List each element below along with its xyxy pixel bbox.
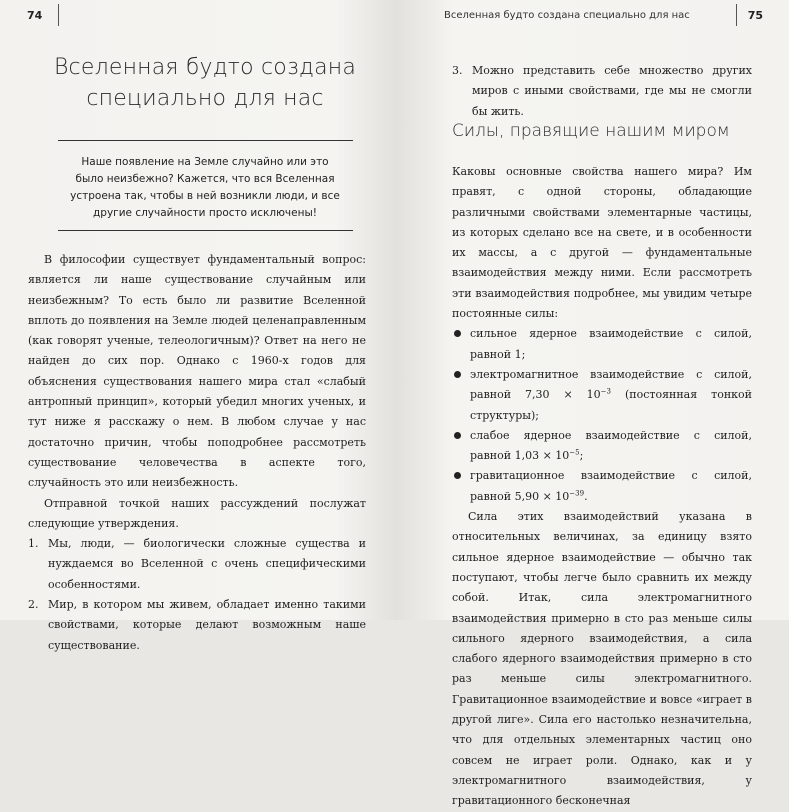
left-body bbox=[28, 250, 366, 656]
list-item bbox=[28, 595, 366, 656]
force-item bbox=[452, 365, 752, 426]
list-item bbox=[452, 61, 752, 122]
list-item-number: 2. bbox=[28, 598, 39, 612]
left-paragraph-2: Отправной точкой наших рассуждений послужат следующие утверждения. bbox=[28, 496, 366, 530]
force-tail: (постоянная тонкой структуры); bbox=[470, 388, 753, 422]
list-item-text: Мир, в котором мы живем, обладает именно такими свойствами, которые делают возможным наше существование. bbox=[48, 598, 366, 652]
force-exponent: −3 bbox=[600, 387, 611, 396]
statements-list-continued bbox=[452, 61, 752, 122]
list-item-text: Мы, люди, — биологически сложные существа и нуждаемся во Вселенной с очень специфическими особенностями. bbox=[48, 537, 366, 591]
left-page bbox=[0, 0, 394, 652]
epigraph: Наше появление на Земле случайно или это было неизбежно? Кажется, что вся Вселенная устроена так, чтобы в ней возникли люди, и все другие случайности просто исключены! bbox=[70, 156, 340, 219]
section-heading: Силы, правящие нашим миром bbox=[452, 121, 730, 141]
force-exponent: −5 bbox=[569, 448, 580, 457]
right-top-list bbox=[452, 61, 752, 122]
right-page bbox=[394, 0, 789, 808]
force-exponent: −39 bbox=[569, 489, 585, 498]
bullet-icon bbox=[454, 371, 461, 378]
left-paragraph-1: В философии существует фундаментальный вопрос: является ли наше существование случайным или неизбежным? То есть было ли развитие Вселенной вплоть до появления на Земле людей целенаправленным (как говорят ученые, телеологичным)? Ответ на него не найден до сих пор. Однако с 1960-х годов для объяснения существования нашего мира стал «слабый антропный принцип», который убедил многих ученых, и тут ниже я расскажу о нем. В любом случае у нас достаточно причин, чтобы поподробнее рассмотреть существование человечества в аспекте того, случайность это или неизбежность. bbox=[28, 253, 366, 490]
epigraph-rule-top bbox=[58, 140, 353, 141]
chapter-title bbox=[40, 52, 370, 114]
force-item bbox=[452, 426, 752, 467]
force-tail: . bbox=[584, 489, 588, 503]
list-item-number: 3. bbox=[452, 64, 463, 77]
right-paragraph-1: Каковы основные свойства нашего мира? Им правят, с одной стороны, обладающие различными свойствами элементарные частицы, из которых сделано все на свете, и в особенности их массы, а с другой — фундаментальные взаимодействия между ними. Если рассмотреть эти взаимодействия подробнее, мы увидим четыре постоянные силы: bbox=[452, 165, 752, 321]
statements-list bbox=[28, 534, 366, 656]
header-divider-left bbox=[58, 4, 59, 26]
force-text: гравитационное взаимодействие с силой, равной 5,90 × 10 bbox=[470, 469, 752, 503]
epigraph-rule-bottom bbox=[58, 230, 353, 231]
bullet-icon bbox=[454, 330, 461, 337]
force-tail: ; bbox=[579, 449, 584, 463]
chapter-title-line-2: специально для нас bbox=[86, 86, 324, 111]
bullet-icon bbox=[454, 432, 461, 439]
force-text: сильное ядерное взаимодействие с силой, равной 1; bbox=[470, 327, 752, 361]
chapter-title-line-1: Вселенная будто создана bbox=[53, 55, 357, 80]
right-body bbox=[452, 162, 752, 812]
header-divider-right bbox=[736, 4, 737, 26]
right-paragraph-2: Сила этих взаимодействий указана в относительных величинах, за единицу взято сильное ядерное взаимодействие — обычно так поступают, чтобы легче было сравнить их между собой. Итак, сила электромагнитного взаимодействия примерно в сто раз меньше силы сильного ядерного взаимодействия, а сила слабого ядерного взаимодействия примерно в сто раз меньше силы электромагнитного. Гравитационное взаимодействие и вовсе «играет в другой лиге». Сила его настолько незначительна, что для отдельных элементарных частиц оно совсем не играет роли. Однако, как и у электромагнитного взаимодействия, у гравитационного бесконечная bbox=[452, 510, 752, 808]
force-text: слабое ядерное взаимодействие с силой, равной 1,03 × 10 bbox=[470, 428, 752, 463]
page-number-left: 74 bbox=[27, 9, 43, 22]
force-item bbox=[452, 466, 752, 507]
force-item bbox=[452, 324, 752, 365]
page-number-right: 75 bbox=[747, 9, 763, 22]
list-item bbox=[28, 534, 366, 595]
force-text: электромагнитное взаимодействие с силой, равной 7,30 × 10 bbox=[470, 367, 752, 402]
forces-list bbox=[452, 324, 752, 507]
list-item-text: Можно представить себе множество других миров с иными свойствами, где мы не смогли бы жить. bbox=[472, 64, 752, 118]
list-item-number: 1. bbox=[28, 537, 39, 551]
bullet-icon bbox=[454, 472, 461, 479]
running-head: Вселенная будто создана специально для нас bbox=[444, 10, 690, 21]
